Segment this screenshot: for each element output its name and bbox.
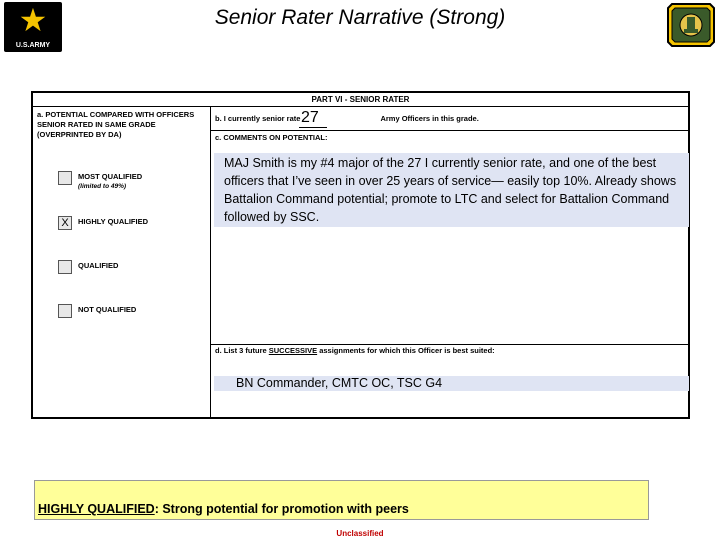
rated-count[interactable]: 27: [301, 109, 319, 126]
section-a-label: a. POTENTIAL COMPARED WITH OFFICERS SENIOR RATED IN SAME GRADE (OVERPRINTED BY DA): [37, 110, 195, 139]
form-header: PART VI - SENIOR RATER: [33, 93, 688, 107]
highly-qualified-label: HIGHLY QUALIFIED: [78, 217, 149, 226]
qualified-label: QUALIFIED: [78, 261, 119, 270]
successive-assignments[interactable]: BN Commander, CMTC OC, TSC G4: [214, 376, 689, 391]
section-b-suffix: Army Officers in this grade.: [380, 114, 479, 123]
section-b-prefix: b. I currently senior rate: [215, 114, 301, 123]
most-qualified-checkbox[interactable]: [58, 171, 72, 185]
section-divider: [211, 344, 690, 345]
section-b: [215, 114, 479, 123]
column-divider: [210, 106, 211, 419]
army-seal-icon: [666, 2, 716, 48]
summary-box: [34, 480, 649, 520]
highly-qualified-checkbox[interactable]: X: [58, 216, 72, 230]
summary-rating: HIGHLY QUALIFIED: [38, 502, 155, 516]
qualified-checkbox[interactable]: [58, 260, 72, 274]
classification-marking: Unclassified: [336, 529, 384, 538]
section-d-label: [215, 346, 495, 355]
rated-count-underline: [299, 127, 327, 128]
narrative-comments[interactable]: MAJ Smith is my #4 major of the 27 I currently senior rate, and one of the best officers that I’ve seen in over 25 years of service— easily top 10%. Already shows Battalion Command potential; promote to LTC and select for Battalion Command followed by SSC.: [214, 153, 689, 227]
army-star-icon: ★: [18, 2, 48, 38]
section-d-suffix: assignments for which this Officer is best suited:: [317, 346, 495, 355]
oer-form: [31, 91, 690, 419]
logo-text: U.S.ARMY: [15, 42, 51, 49]
summary-description: : Strong potential for promotion with peers: [154, 502, 409, 516]
section-d-prefix: d. List 3 future: [215, 346, 269, 355]
page-title: Senior Rater Narrative (Strong): [214, 6, 506, 29]
most-qualified-label: MOST QUALIFIED: [78, 172, 143, 181]
section-divider: [211, 130, 690, 131]
section-c-label: c. COMMENTS ON POTENTIAL:: [215, 133, 328, 142]
not-qualified-label: NOT QUALIFIED: [78, 305, 137, 314]
not-qualified-checkbox[interactable]: [58, 304, 72, 318]
section-d-emphasis: SUCCESSIVE: [268, 346, 318, 355]
summary-text: [38, 502, 409, 516]
most-qualified-note: (limited to 49%): [78, 183, 127, 190]
